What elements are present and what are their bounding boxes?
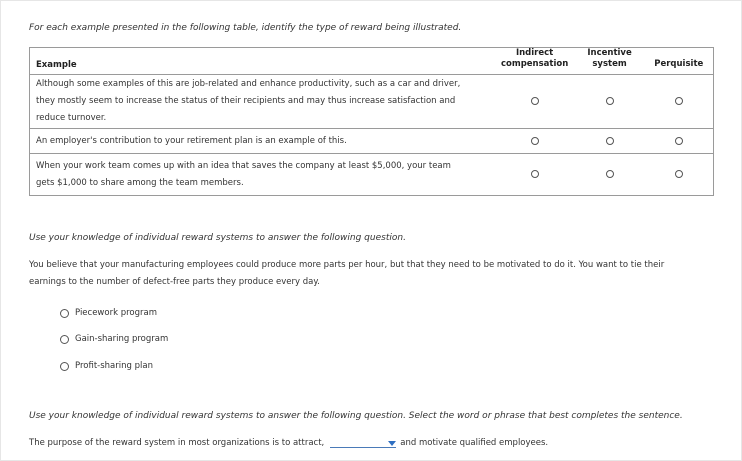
header-example: Example — [36, 60, 77, 70]
q2-question-line-2: earnings to the number of defect-free parts they produce every day. — [29, 277, 320, 287]
q2-option-piecework[interactable] — [60, 308, 157, 318]
header-indirect-line2: compensation — [500, 59, 569, 69]
q3-instruction: Use your knowledge of individual reward systems to answer the following question. Select the word or phrase that best completes the sentence. — [29, 411, 683, 421]
reward-type-table — [29, 47, 714, 196]
header-indirect-compensation — [495, 48, 575, 75]
row-1-perquisite-radio[interactable] — [675, 97, 683, 105]
q3-sentence — [29, 438, 548, 448]
header-incentive-line2: system — [592, 59, 627, 69]
row-1-incentive-radio[interactable] — [606, 97, 614, 105]
row-3-perquisite-radio[interactable] — [675, 170, 683, 178]
q2-question-line-1: You believe that your manufacturing employees could produce more parts per hour, but that they need to be motivated to do it. You want to tie their — [29, 260, 665, 270]
row-1-line-1: Although some examples of this are job-related and enhance productivity, such as a car and driver, — [36, 79, 461, 89]
piecework-label[interactable]: Piecework program — [75, 308, 157, 318]
profit-sharing-radio[interactable] — [60, 362, 69, 371]
q2-instruction: Use your knowledge of individual reward systems to answer the following question. — [29, 233, 406, 243]
row-1-indirect-radio[interactable] — [531, 97, 539, 105]
row-2-example — [30, 129, 495, 154]
header-incentive-line1: Incentive — [587, 48, 632, 58]
gain-sharing-radio[interactable] — [60, 335, 69, 344]
header-incentive-system — [575, 48, 645, 75]
q2-question — [29, 257, 719, 291]
row-1-line-3: reduce turnover. — [36, 113, 107, 123]
row-1-line-2: they mostly seem to increase the status of their recipients and may thus increase satisfaction and — [36, 96, 456, 106]
row-3-example — [30, 154, 495, 196]
table-row — [30, 154, 714, 196]
row-3-incentive-radio[interactable] — [606, 170, 614, 178]
row-2-incentive-radio[interactable] — [606, 137, 614, 145]
table-header-row — [30, 48, 714, 75]
q2-option-gain-sharing[interactable] — [60, 334, 168, 344]
row-2-perquisite-radio[interactable] — [675, 137, 683, 145]
row-1-example — [30, 75, 495, 129]
table-row — [30, 129, 714, 154]
row-3-line-2: gets $1,000 to share among the team members. — [36, 177, 244, 188]
header-indirect-line1: Indirect — [515, 48, 554, 58]
header-perquisite: Perquisite — [654, 59, 704, 69]
dropdown-caret-icon[interactable] — [388, 441, 396, 446]
row-2-line-1: An employer's contribution to your retirement plan is an example of this. — [36, 135, 347, 146]
row-3-line-1: When your work team comes up with an idea that saves the company at least $5,000, your team — [36, 160, 451, 171]
q3-sentence-after: and motivate qualified employees. — [400, 438, 549, 448]
q1-instruction: For each example presented in the following table, identify the type of reward being illustrated. — [29, 23, 462, 33]
q3-sentence-before: The purpose of the reward system in most organizations is to attract, — [29, 438, 325, 448]
row-2-indirect-radio[interactable] — [531, 137, 539, 145]
piecework-radio[interactable] — [60, 309, 69, 318]
table-row — [30, 75, 714, 129]
gain-sharing-label[interactable]: Gain-sharing program — [75, 334, 169, 344]
profit-sharing-label[interactable]: Profit-sharing plan — [75, 361, 153, 371]
q3-dropdown[interactable] — [330, 438, 396, 448]
row-3-indirect-radio[interactable] — [531, 170, 539, 178]
q2-option-profit-sharing[interactable] — [60, 361, 153, 371]
